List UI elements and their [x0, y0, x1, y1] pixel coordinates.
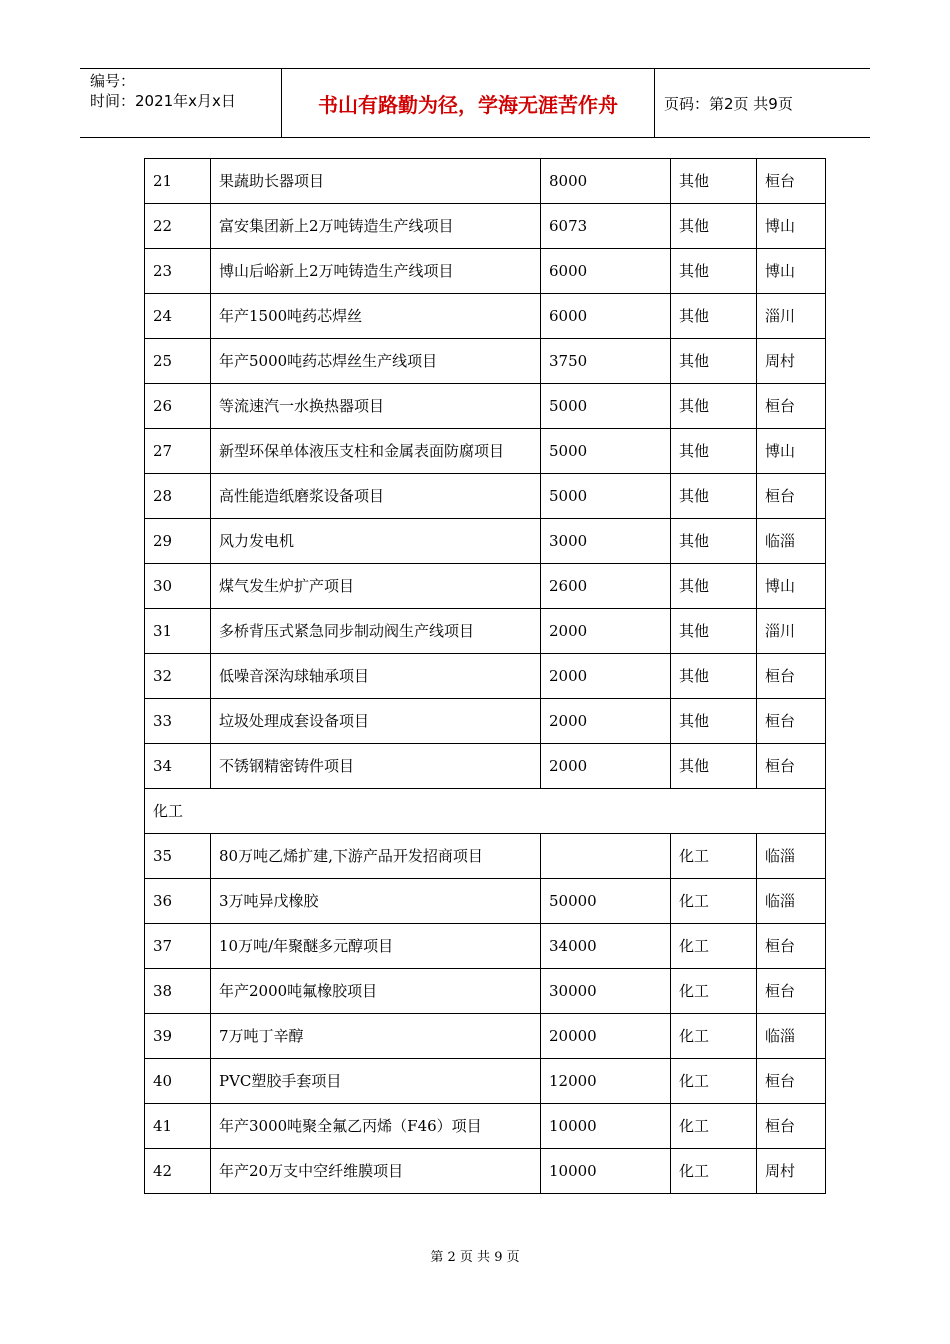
- investment-amount: 12000: [541, 1059, 671, 1104]
- table-row: [145, 1059, 826, 1104]
- district: 淄川: [757, 609, 826, 654]
- project-name-text: PVC塑胶手套项目: [219, 1072, 342, 1090]
- row-number: 36: [145, 879, 211, 924]
- table-row: [145, 834, 826, 879]
- project-name: [211, 1014, 541, 1059]
- header-motto: 书山有路勤为径，学海无涯苦作舟: [318, 92, 618, 117]
- project-name: [211, 834, 541, 879]
- district: 博山: [757, 204, 826, 249]
- table-row: [145, 1104, 826, 1149]
- row-number: 25: [145, 339, 211, 384]
- project-name: [211, 294, 541, 339]
- project-name: [211, 1059, 541, 1104]
- row-number: 27: [145, 429, 211, 474]
- project-name: [211, 1149, 541, 1194]
- district: 桓台: [757, 744, 826, 789]
- project-name-text: 低噪音深沟球轴承项目: [219, 667, 370, 685]
- investment-amount: 30000: [541, 969, 671, 1014]
- table-row: [145, 204, 826, 249]
- row-number: 34: [145, 744, 211, 789]
- district: 桓台: [757, 384, 826, 429]
- district: 桓台: [757, 969, 826, 1014]
- number-label: 编号：: [90, 72, 136, 90]
- project-name-text: 煤气发生炉扩产项目: [219, 577, 355, 595]
- investment-amount: 6073: [541, 204, 671, 249]
- date-label: 时间：2021年x月x日: [90, 92, 236, 110]
- project-name: [211, 654, 541, 699]
- table-row: [145, 744, 826, 789]
- table-row: [145, 969, 826, 1014]
- project-table: [144, 158, 826, 1194]
- category: 其他: [671, 699, 757, 744]
- project-name: [211, 744, 541, 789]
- category: 化工: [671, 1014, 757, 1059]
- category: 化工: [671, 834, 757, 879]
- table-row: [145, 384, 826, 429]
- row-number: 33: [145, 699, 211, 744]
- table-row: [145, 429, 826, 474]
- project-name-text: 7万吨丁辛醇: [219, 1027, 304, 1045]
- table-row: [145, 609, 826, 654]
- section-label: 化工: [145, 789, 826, 834]
- category: 化工: [671, 1104, 757, 1149]
- row-number: 28: [145, 474, 211, 519]
- project-name-text: 果蔬助长器项目: [219, 172, 325, 190]
- category: 其他: [671, 654, 757, 699]
- category: 其他: [671, 564, 757, 609]
- investment-amount: 10000: [541, 1149, 671, 1194]
- category: 其他: [671, 744, 757, 789]
- project-name-text: 年产20万支中空纤维膜项目: [219, 1162, 404, 1180]
- category: 其他: [671, 294, 757, 339]
- table-row: [145, 519, 826, 564]
- table-row: [145, 294, 826, 339]
- project-name-text: 不锈钢精密铸件项目: [219, 757, 355, 775]
- row-number: 41: [145, 1104, 211, 1149]
- investment-amount: 3750: [541, 339, 671, 384]
- district: 博山: [757, 429, 826, 474]
- district: 周村: [757, 339, 826, 384]
- project-name-text: 博山后峪新上2万吨铸造生产线项目: [219, 262, 454, 280]
- investment-amount: 8000: [541, 159, 671, 204]
- investment-amount: 5000: [541, 474, 671, 519]
- row-number: 40: [145, 1059, 211, 1104]
- category: 其他: [671, 339, 757, 384]
- project-name: [211, 384, 541, 429]
- investment-amount: [541, 834, 671, 879]
- project-name-text: 年产1500吨药芯焊丝: [219, 307, 363, 325]
- project-name-text: 高性能造纸磨浆设备项目: [219, 487, 385, 505]
- project-name: [211, 969, 541, 1014]
- investment-amount: 2600: [541, 564, 671, 609]
- header-page-label: 页码：第2页 共9页: [664, 95, 793, 113]
- row-number: 32: [145, 654, 211, 699]
- district: 桓台: [757, 474, 826, 519]
- row-number: 26: [145, 384, 211, 429]
- district: 桓台: [757, 924, 826, 969]
- investment-amount: 2000: [541, 744, 671, 789]
- category: 其他: [671, 384, 757, 429]
- page-footer: 第 2 页 共 9 页: [430, 1250, 520, 1265]
- section-row: [145, 789, 826, 834]
- category: 其他: [671, 159, 757, 204]
- district: 周村: [757, 1149, 826, 1194]
- row-number: 22: [145, 204, 211, 249]
- category: 其他: [671, 474, 757, 519]
- district: 临淄: [757, 879, 826, 924]
- project-name: [211, 924, 541, 969]
- table-row: [145, 654, 826, 699]
- investment-amount: 20000: [541, 1014, 671, 1059]
- project-name: [211, 249, 541, 294]
- row-number: 37: [145, 924, 211, 969]
- project-name: [211, 1104, 541, 1149]
- row-number: 23: [145, 249, 211, 294]
- project-name-text: 风力发电机: [219, 532, 295, 550]
- project-name-text: 年产5000吨药芯焊丝生产线项目: [219, 352, 438, 370]
- project-name-text: 垃圾处理成套设备项目: [219, 712, 370, 730]
- table-row: [145, 159, 826, 204]
- investment-amount: 10000: [541, 1104, 671, 1149]
- project-name: [211, 429, 541, 474]
- project-name-text: 年产2000吨氟橡胶项目: [219, 982, 378, 1000]
- project-name-text: 10万吨/年聚醚多元醇项目: [219, 937, 394, 955]
- project-name-text: 新型环保单体液压支柱和金属表面防腐项目: [219, 442, 505, 460]
- district: 临淄: [757, 834, 826, 879]
- table-row: [145, 699, 826, 744]
- investment-amount: 34000: [541, 924, 671, 969]
- project-name-text: 年产3000吨聚全氟乙丙烯（F46）项目: [219, 1117, 482, 1135]
- row-number: 42: [145, 1149, 211, 1194]
- category: 其他: [671, 204, 757, 249]
- row-number: 31: [145, 609, 211, 654]
- table-row: [145, 1014, 826, 1059]
- category: 化工: [671, 879, 757, 924]
- header-divider: [654, 69, 655, 137]
- project-name: [211, 564, 541, 609]
- category: 其他: [671, 519, 757, 564]
- category: 化工: [671, 969, 757, 1014]
- project-name-text: 3万吨异戊橡胶: [219, 892, 319, 910]
- district: 桓台: [757, 1104, 826, 1149]
- row-number: 38: [145, 969, 211, 1014]
- row-number: 29: [145, 519, 211, 564]
- investment-amount: 2000: [541, 654, 671, 699]
- district: 临淄: [757, 519, 826, 564]
- project-name-text: 富安集团新上2万吨铸造生产线项目: [219, 217, 454, 235]
- table-row: [145, 564, 826, 609]
- project-name: [211, 609, 541, 654]
- row-number: 39: [145, 1014, 211, 1059]
- district: 桓台: [757, 654, 826, 699]
- district: 临淄: [757, 1014, 826, 1059]
- table-row: [145, 924, 826, 969]
- district: 博山: [757, 564, 826, 609]
- project-name-text: 80万吨乙烯扩建,下游产品开发招商项目: [219, 847, 483, 865]
- row-number: 35: [145, 834, 211, 879]
- row-number: 21: [145, 159, 211, 204]
- investment-amount: 6000: [541, 294, 671, 339]
- category: 化工: [671, 1059, 757, 1104]
- row-number: 24: [145, 294, 211, 339]
- category: 化工: [671, 1149, 757, 1194]
- district: 博山: [757, 249, 826, 294]
- investment-amount: 50000: [541, 879, 671, 924]
- category: 其他: [671, 249, 757, 294]
- project-name-text: 等流速汽一水换热器项目: [219, 397, 385, 415]
- category: 其他: [671, 609, 757, 654]
- page-header: [80, 68, 870, 138]
- project-name: [211, 519, 541, 564]
- district: 淄川: [757, 294, 826, 339]
- project-name: [211, 474, 541, 519]
- category: 其他: [671, 429, 757, 474]
- row-number: 30: [145, 564, 211, 609]
- investment-amount: 2000: [541, 699, 671, 744]
- project-name: [211, 879, 541, 924]
- category: 化工: [671, 924, 757, 969]
- investment-amount: 5000: [541, 429, 671, 474]
- investment-amount: 6000: [541, 249, 671, 294]
- table-row: [145, 1149, 826, 1194]
- project-name: [211, 339, 541, 384]
- project-name-text: 多桥背压式紧急同步制动阀生产线项目: [219, 622, 475, 640]
- table-row: [145, 879, 826, 924]
- district: 桓台: [757, 1059, 826, 1104]
- investment-amount: 2000: [541, 609, 671, 654]
- table-row: [145, 474, 826, 519]
- table-row: [145, 249, 826, 294]
- district: 桓台: [757, 699, 826, 744]
- header-meta: [90, 71, 280, 111]
- project-name: [211, 699, 541, 744]
- district: 桓台: [757, 159, 826, 204]
- table-row: [145, 339, 826, 384]
- investment-amount: 3000: [541, 519, 671, 564]
- project-name: [211, 204, 541, 249]
- investment-amount: 5000: [541, 384, 671, 429]
- project-name: [211, 159, 541, 204]
